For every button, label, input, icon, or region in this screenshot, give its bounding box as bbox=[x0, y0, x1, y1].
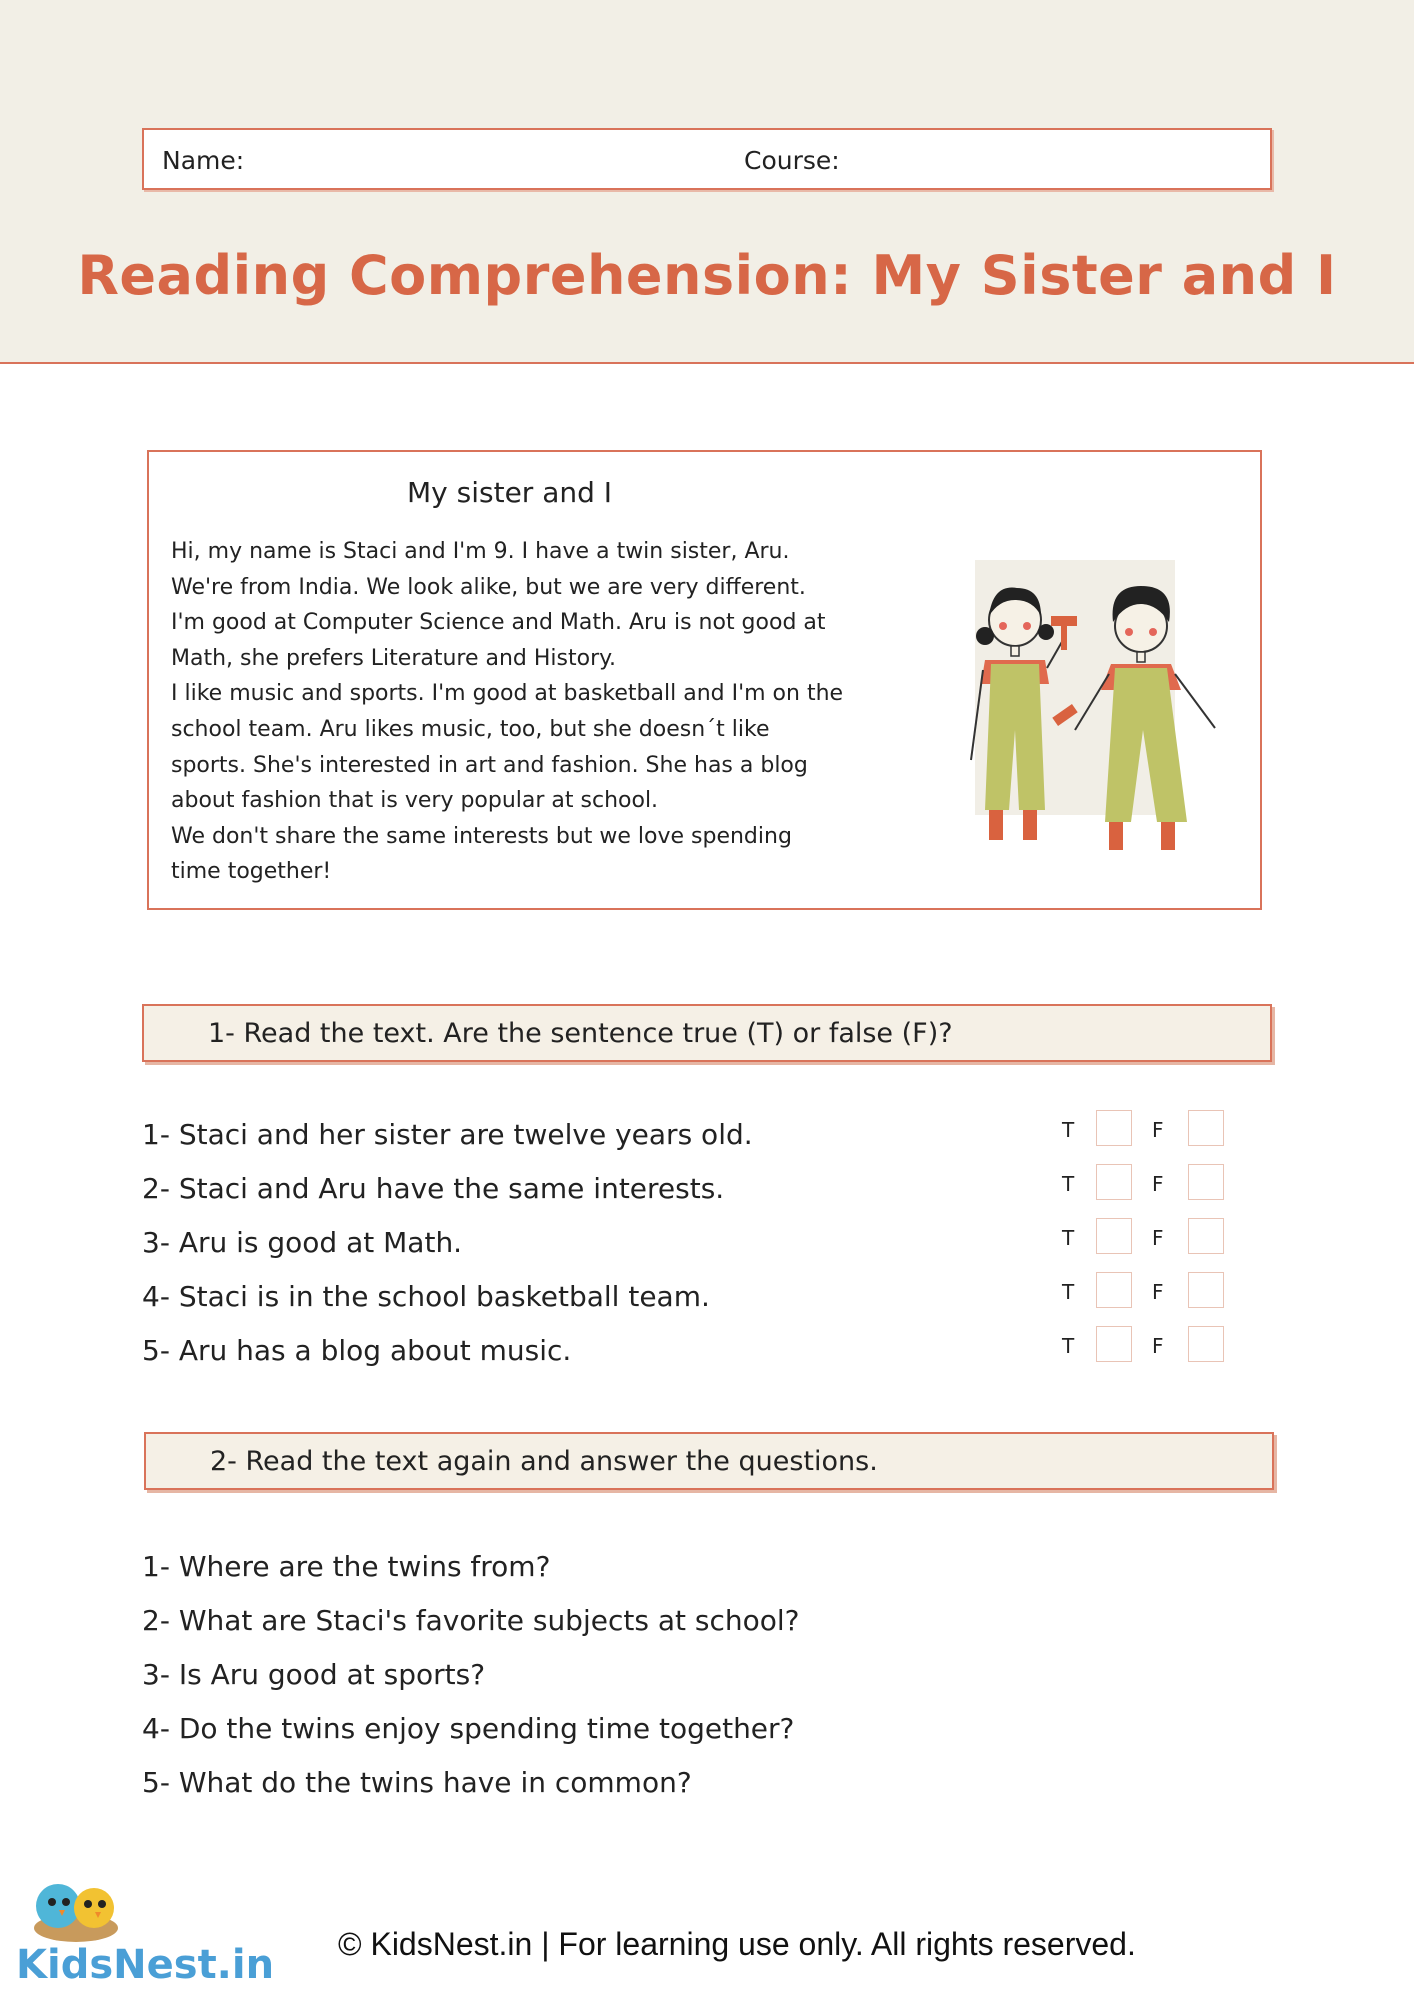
story-line: sports. She's interested in art and fashion. She has a blog bbox=[171, 752, 808, 778]
false-checkbox[interactable] bbox=[1188, 1218, 1224, 1254]
section2-heading: 2- Read the text again and answer the questions. bbox=[210, 1446, 878, 1477]
false-label: F bbox=[1152, 1334, 1164, 1358]
tf-statement: 1- Staci and her sister are twelve years old. bbox=[142, 1118, 753, 1151]
section2-header bbox=[144, 1432, 1274, 1490]
true-checkbox[interactable] bbox=[1096, 1110, 1132, 1146]
tf-statement: 3- Aru is good at Math. bbox=[142, 1226, 463, 1259]
true-label: T bbox=[1062, 1172, 1075, 1196]
section1-header bbox=[142, 1004, 1272, 1062]
false-label: F bbox=[1152, 1280, 1164, 1304]
story-title: My sister and I bbox=[407, 476, 613, 509]
tf-statement: 5- Aru has a blog about music. bbox=[142, 1334, 572, 1367]
story-line: time together! bbox=[171, 859, 332, 885]
true-label: T bbox=[1062, 1118, 1075, 1142]
copyright-text: © KidsNest.in | For learning use only. All rights reserved. bbox=[338, 1926, 1136, 1962]
page-title: Reading Comprehension: My Sister and I bbox=[77, 244, 1337, 307]
story-line: I'm good at Computer Science and Math. Aru is not good at bbox=[171, 610, 826, 636]
course-label: Course: bbox=[744, 146, 840, 175]
story-line: We don't share the same interests but we love spending bbox=[171, 823, 792, 849]
svg-text:KidsNest.in: KidsNest.in bbox=[16, 1942, 275, 1988]
true-checkbox[interactable] bbox=[1096, 1272, 1132, 1308]
question-item: 1- Where are the twins from? bbox=[142, 1550, 551, 1583]
true-label: T bbox=[1062, 1280, 1075, 1304]
story-text bbox=[171, 534, 891, 890]
section1-heading: 1- Read the text. Are the sentence true (T) or false (F)? bbox=[208, 1018, 953, 1049]
story-line: Hi, my name is Staci and I'm 9. I have a twin sister, Aru. bbox=[171, 539, 790, 564]
true-checkbox[interactable] bbox=[1096, 1218, 1132, 1254]
twin-girls-illustration bbox=[945, 560, 1235, 880]
name-label: Name: bbox=[162, 146, 245, 175]
true-label: T bbox=[1062, 1226, 1075, 1250]
story-box bbox=[147, 450, 1262, 910]
false-checkbox[interactable] bbox=[1188, 1110, 1224, 1146]
question-item: 2- What are Staci's favorite subjects at school? bbox=[142, 1604, 800, 1637]
story-line: I like music and sports. I'm good at basketball and I'm on the bbox=[171, 681, 844, 707]
story-line: about fashion that is very popular at school. bbox=[171, 788, 659, 814]
false-checkbox[interactable] bbox=[1188, 1164, 1224, 1200]
false-label: F bbox=[1152, 1226, 1164, 1250]
question-item: 4- Do the twins enjoy spending time together? bbox=[142, 1712, 795, 1745]
true-checkbox[interactable] bbox=[1096, 1164, 1132, 1200]
false-checkbox[interactable] bbox=[1188, 1272, 1224, 1308]
story-line: We're from India. We look alike, but we are very different. bbox=[171, 574, 806, 600]
question-item: 5- What do the twins have in common? bbox=[142, 1766, 692, 1799]
true-label: T bbox=[1062, 1334, 1075, 1358]
story-line: school team. Aru likes music, too, but she doesn´t like bbox=[171, 716, 770, 742]
tf-statement: 4- Staci is in the school basketball team. bbox=[142, 1280, 710, 1313]
false-checkbox[interactable] bbox=[1188, 1326, 1224, 1362]
name-course-box bbox=[142, 128, 1272, 190]
true-checkbox[interactable] bbox=[1096, 1326, 1132, 1362]
question-item: 3- Is Aru good at sports? bbox=[142, 1658, 486, 1691]
story-line: Math, she prefers Literature and History. bbox=[171, 645, 617, 671]
false-label: F bbox=[1152, 1118, 1164, 1142]
false-label: F bbox=[1152, 1172, 1164, 1196]
tf-statement: 2- Staci and Aru have the same interests. bbox=[142, 1172, 725, 1205]
kidsnest-logo bbox=[16, 1866, 275, 1990]
